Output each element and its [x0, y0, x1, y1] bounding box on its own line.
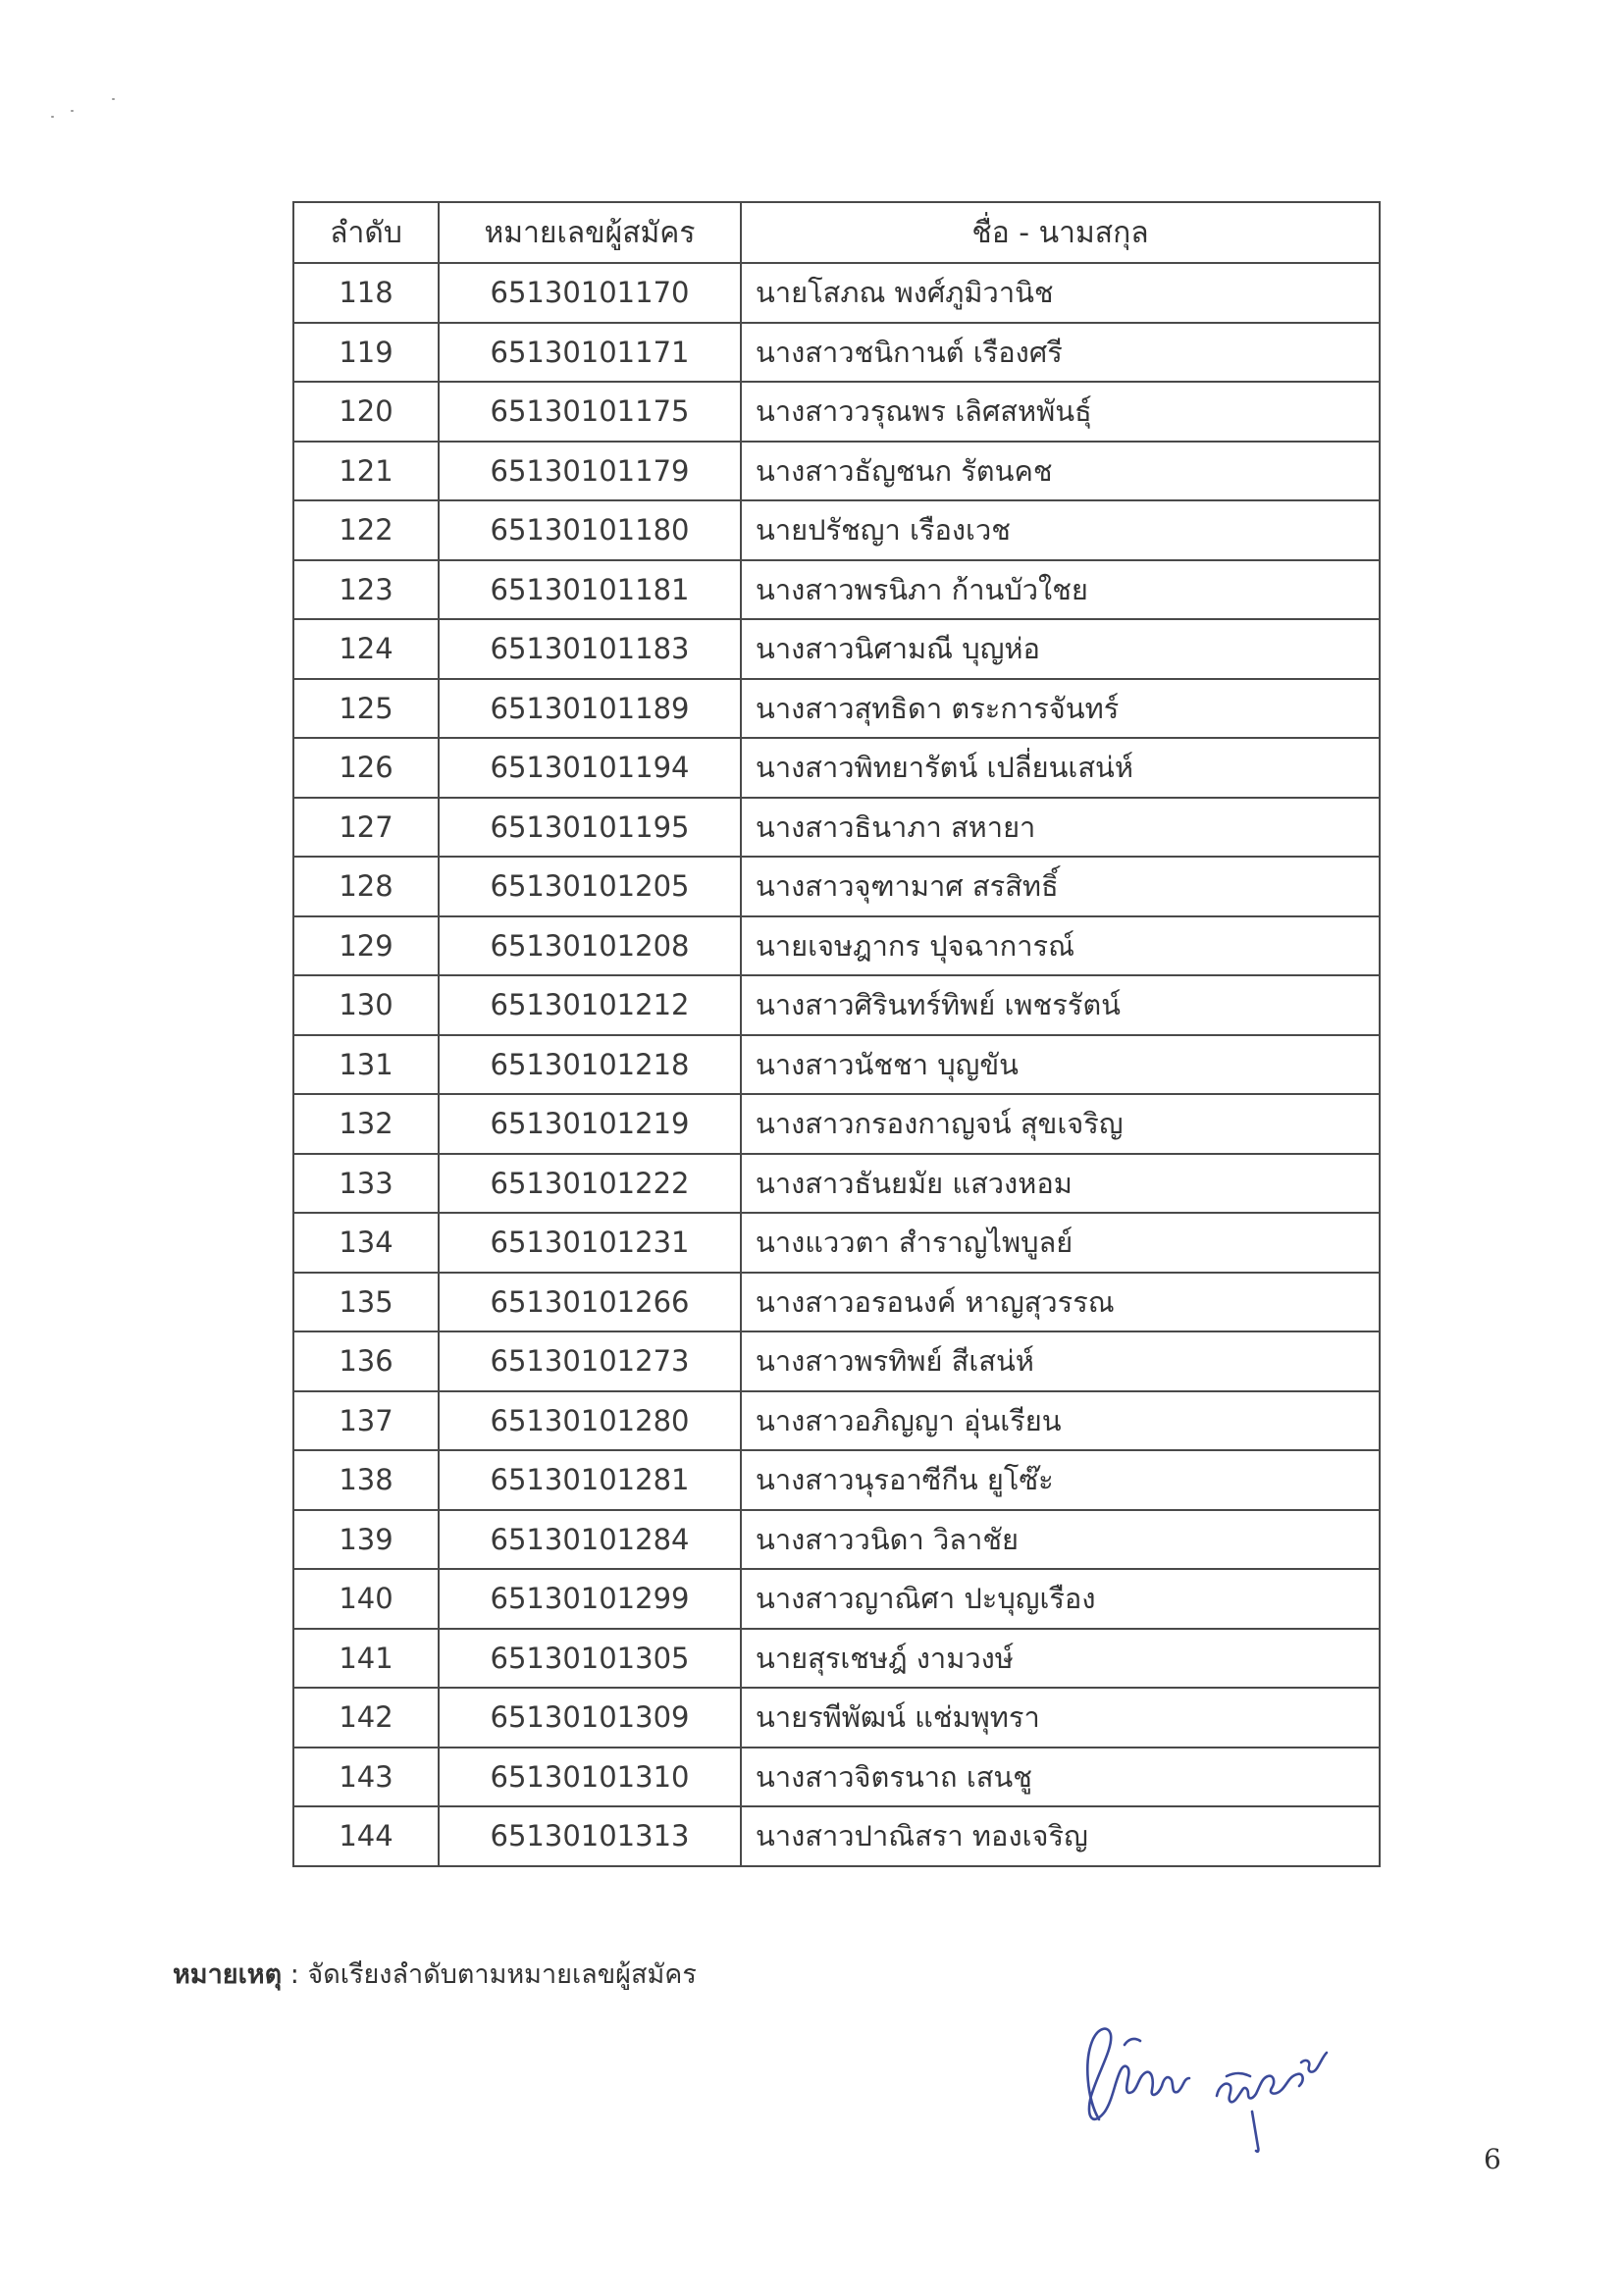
table-row	[293, 738, 1380, 798]
applicant-id-cell: 65130101208	[439, 916, 741, 976]
order-number-cell: 128	[293, 857, 439, 916]
column-header-order: ลำดับ	[293, 202, 439, 263]
order-number-cell: 133	[293, 1154, 439, 1214]
applicant-id-cell: 65130101313	[439, 1806, 741, 1866]
full-name-cell: นายโสภณ พงศ์ภูมิวานิช	[741, 263, 1380, 323]
order-number-cell: 132	[293, 1094, 439, 1154]
applicant-id-cell: 65130101266	[439, 1273, 741, 1332]
full-name-cell: นางสาวอภิญญา อุ่นเรียน	[741, 1391, 1380, 1451]
order-number-cell: 121	[293, 442, 439, 501]
order-number-cell: 138	[293, 1450, 439, 1510]
applicant-id-cell: 65130101194	[439, 738, 741, 798]
applicant-id-cell: 65130101170	[439, 263, 741, 323]
applicant-id-cell: 65130101219	[439, 1094, 741, 1154]
table-row	[293, 1273, 1380, 1332]
table-row	[293, 560, 1380, 620]
full-name-cell: นางสาวพรทิพย์ สีเสน่ห์	[741, 1331, 1380, 1391]
order-number-cell: 126	[293, 738, 439, 798]
full-name-cell: นางแววตา สำราญไพบูลย์	[741, 1213, 1380, 1273]
order-number-cell: 136	[293, 1331, 439, 1391]
order-number-cell: 140	[293, 1569, 439, 1629]
full-name-cell: นางสาวจิตรนาถ เสนชู	[741, 1748, 1380, 1807]
full-name-cell: นางสาวสุทธิดา ตระการจันทร์	[741, 679, 1380, 739]
table-row	[293, 619, 1380, 679]
applicant-id-cell: 65130101171	[439, 323, 741, 383]
table-row	[293, 679, 1380, 739]
table-row	[293, 1213, 1380, 1273]
column-header-full-name: ชื่อ - นามสกุล	[741, 202, 1380, 263]
candidate-table	[292, 201, 1381, 1867]
full-name-cell: นางสาวธัญชนก รัตนคช	[741, 442, 1380, 501]
table-row	[293, 975, 1380, 1035]
full-name-cell: นายรพีพัฒน์ แช่มพุทรา	[741, 1688, 1380, 1748]
applicant-id-cell: 65130101309	[439, 1688, 741, 1748]
order-number-cell: 142	[293, 1688, 439, 1748]
table-row	[293, 1629, 1380, 1689]
applicant-id-cell: 65130101310	[439, 1748, 741, 1807]
order-number-cell: 125	[293, 679, 439, 739]
full-name-cell: นางสาวธันยมัย แสวงหอม	[741, 1154, 1380, 1214]
order-number-cell: 141	[293, 1629, 439, 1689]
applicant-id-cell: 65130101299	[439, 1569, 741, 1629]
page-number: 6	[1484, 2143, 1501, 2175]
signature	[1070, 2002, 1335, 2159]
applicant-id-cell: 65130101179	[439, 442, 741, 501]
applicant-id-cell: 65130101305	[439, 1629, 741, 1689]
applicant-id-cell: 65130101175	[439, 382, 741, 442]
applicant-id-cell: 65130101180	[439, 500, 741, 560]
remark-separator: :	[282, 1959, 308, 1990]
scan-speck	[51, 116, 54, 118]
table-row	[293, 1035, 1380, 1095]
order-number-cell: 124	[293, 619, 439, 679]
order-number-cell: 130	[293, 975, 439, 1035]
table-row	[293, 442, 1380, 501]
table-row	[293, 323, 1380, 383]
table-row	[293, 1450, 1380, 1510]
applicant-id-cell: 65130101212	[439, 975, 741, 1035]
full-name-cell: นายปรัชญา เรืองเวช	[741, 500, 1380, 560]
table-row	[293, 798, 1380, 858]
order-number-cell: 143	[293, 1748, 439, 1807]
full-name-cell: นางสาวพรนิภา ก้านบัวใชย	[741, 560, 1380, 620]
order-number-cell: 129	[293, 916, 439, 976]
order-number-cell: 135	[293, 1273, 439, 1332]
table-row	[293, 1806, 1380, 1866]
order-number-cell: 131	[293, 1035, 439, 1095]
order-number-cell: 123	[293, 560, 439, 620]
table-row	[293, 500, 1380, 560]
applicant-id-cell: 65130101281	[439, 1450, 741, 1510]
full-name-cell: นางสาวธินาภา สหายา	[741, 798, 1380, 858]
full-name-cell: นายสุรเชษฎ์ งามวงษ์	[741, 1629, 1380, 1689]
applicant-id-cell: 65130101195	[439, 798, 741, 858]
order-number-cell: 134	[293, 1213, 439, 1273]
full-name-cell: นางสาวนัชชา บุญขัน	[741, 1035, 1380, 1095]
full-name-cell: นางสาวชนิกานต์ เรืองศรี	[741, 323, 1380, 383]
table-row	[293, 263, 1380, 323]
order-number-cell: 139	[293, 1510, 439, 1570]
table-row	[293, 916, 1380, 976]
applicant-id-cell: 65130101205	[439, 857, 741, 916]
table-row	[293, 1154, 1380, 1214]
applicant-id-cell: 65130101231	[439, 1213, 741, 1273]
full-name-cell: นางสาวพิทยารัตน์ เปลี่ยนเสน่ห์	[741, 738, 1380, 798]
order-number-cell: 120	[293, 382, 439, 442]
scan-speck	[71, 110, 74, 112]
applicant-id-cell: 65130101284	[439, 1510, 741, 1570]
full-name-cell: นางสาวจุฑามาศ สรสิทธิ์	[741, 857, 1380, 916]
applicant-id-cell: 65130101189	[439, 679, 741, 739]
table-row	[293, 1510, 1380, 1570]
table-row	[293, 1688, 1380, 1748]
table-row	[293, 382, 1380, 442]
full-name-cell: นางสาววนิดา วิลาชัย	[741, 1510, 1380, 1570]
remark	[173, 1953, 697, 1995]
table-row	[293, 1748, 1380, 1807]
applicant-id-cell: 65130101273	[439, 1331, 741, 1391]
order-number-cell: 118	[293, 263, 439, 323]
remark-text: จัดเรียงลำดับตามหมายเลขผู้สมัคร	[307, 1959, 697, 1990]
full-name-cell: นางสาวอรอนงค์ หาญสุวรรณ	[741, 1273, 1380, 1332]
scan-speck	[112, 98, 115, 100]
full-name-cell: นางสาวกรองกาญจน์ สุขเจริญ	[741, 1094, 1380, 1154]
full-name-cell: นางสาวปาณิสรา ทองเจริญ	[741, 1806, 1380, 1866]
full-name-cell: นางสาวนิศามณี บุญห่อ	[741, 619, 1380, 679]
table-row	[293, 1569, 1380, 1629]
remark-label: หมายเหตุ	[173, 1959, 283, 1990]
table-row	[293, 1331, 1380, 1391]
applicant-id-cell: 65130101181	[439, 560, 741, 620]
table-row	[293, 1391, 1380, 1451]
full-name-cell: นางสาวญาณิศา ปะบุญเรือง	[741, 1569, 1380, 1629]
order-number-cell: 137	[293, 1391, 439, 1451]
table-row	[293, 857, 1380, 916]
full-name-cell: นางสาววรุณพร เลิศสหพันธุ์	[741, 382, 1380, 442]
order-number-cell: 144	[293, 1806, 439, 1866]
table-body	[293, 263, 1380, 1866]
applicant-id-cell: 65130101183	[439, 619, 741, 679]
full-name-cell: นางสาวศิรินทร์ทิพย์ เพชรรัตน์	[741, 975, 1380, 1035]
full-name-cell: นายเจษฎากร ปุจฉาการณ์	[741, 916, 1380, 976]
order-number-cell: 119	[293, 323, 439, 383]
table-header-row	[293, 202, 1380, 263]
column-header-applicant-id: หมายเลขผู้สมัคร	[439, 202, 741, 263]
table-row	[293, 1094, 1380, 1154]
applicant-id-cell: 65130101222	[439, 1154, 741, 1214]
full-name-cell: นางสาวนุรอาซีกีน ยูโซ๊ะ	[741, 1450, 1380, 1510]
applicant-id-cell: 65130101218	[439, 1035, 741, 1095]
order-number-cell: 122	[293, 500, 439, 560]
applicant-id-cell: 65130101280	[439, 1391, 741, 1451]
order-number-cell: 127	[293, 798, 439, 858]
